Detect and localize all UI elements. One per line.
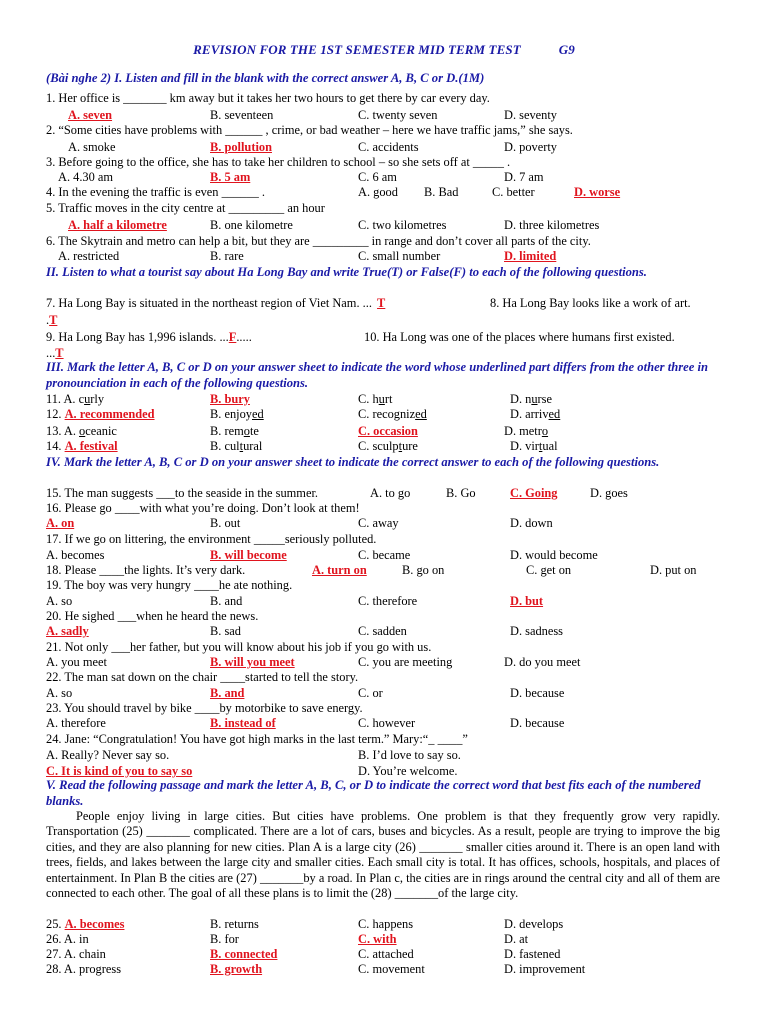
question-16: 16. Please go ____with what you’re doing. Don’t look at them!	[46, 501, 360, 515]
question-6	[46, 234, 726, 249]
question-3	[46, 155, 726, 170]
q13-option-c: C. occasion	[358, 424, 418, 438]
q27-option-c: C. attached	[358, 947, 414, 961]
passage-text: People enjoy living in large cities. But cities have problems. One problem is that they frequently grow very rapidly. Transportation (25) _______ complicated. There are a lot of cars, buses and bicycles. As a result, people are trying to improve the big cities, and they are also planning for new cities. Plan A is a large city (26) _______ smaller cities around it. There is an open land with trees, fields, and lakes between the large city and smaller cities. Each small city is total. It has offices, schools, hospitals, and places of entertainment. In Plan B the cities are (27) _______by a road. In Plan c, the cities are in rings around the central city and all of them are connected to each other. The goal of all these plans is to limit the (28) _______of the large city.	[46, 809, 720, 901]
question-23: 23. You should travel by bike ____by motorbike to save energy.	[46, 701, 363, 715]
question-7-8	[46, 296, 726, 311]
q23-option-d: D. because	[510, 716, 565, 730]
q27-option-a: 27. A. chain	[46, 947, 106, 961]
q13-option-a: 13. A. oceanic	[46, 424, 117, 438]
q24-option-d: D. You’re welcome.	[358, 764, 458, 778]
question-20: 20. He sighed ___when he heard the news.	[46, 609, 259, 623]
q1-option-d: D. seventy	[504, 108, 557, 122]
q4-option-c: C. better	[492, 185, 535, 199]
q8-stem: 8. Ha Long Bay looks like a work of art.	[490, 296, 691, 310]
q25-option-a: 25. A. becomes	[46, 917, 125, 931]
q15-option-d: D. goes	[590, 486, 628, 500]
q11-option-c: C. hurt	[358, 392, 393, 406]
q14-option-a: 14. A. festival	[46, 439, 118, 453]
q3-stem: 3. Before going to the office, she has to take her children to school – so she sets off at _____ .	[46, 155, 511, 169]
question-18: 18. Please ____the lights. It’s very dark. A. turn on B. go on C. get on D. put on	[46, 563, 697, 577]
q6-stem: 6. The Skytrain and metro can help a bit, but they are _________ in range and don’t cover all parts of the city.	[46, 234, 591, 248]
q17-option-b: B. will become	[210, 548, 287, 562]
q15-option-a: A. to go	[370, 486, 411, 500]
q5-option-c: C. two kilometres	[358, 218, 447, 232]
question-17: 17. If we go on littering, the environment _____seriously polluted.	[46, 532, 377, 546]
question-4	[46, 185, 726, 200]
q7-stem: 7. Ha Long Bay is situated in the northeast region of Viet Nam. ...	[46, 296, 376, 310]
section-5-heading: V. Read the following passage and mark the letter A, B, C, or D to indicate the correct word that best fits each of the numbered blanks.	[46, 778, 701, 808]
question-9-10	[46, 330, 726, 345]
q27-option-d: D. fastened	[504, 947, 561, 961]
q4-stem: 4. In the evening the traffic is even ______ .	[46, 185, 265, 199]
question-24: 24. Jane: “Congratulation! You have got high marks in the last term.” Mary:“_ ____”	[46, 732, 468, 746]
q15-option-b: B. Go	[446, 486, 476, 500]
q25-option-d: D. develops	[504, 917, 564, 931]
q18-option-a: A. turn on	[312, 563, 367, 577]
q23-option-b: B. instead of	[210, 716, 276, 730]
q4-option-d: D. worse	[574, 185, 621, 199]
question-21: 21. Not only ___her father, but you will know about his job if you go with us.	[46, 640, 432, 654]
q28-option-a: 28. A. progress	[46, 962, 122, 976]
q26-option-b: B. for	[210, 932, 239, 946]
q19-option-b: B. and	[210, 594, 243, 608]
q1-option-c: C. twenty seven	[358, 108, 438, 122]
q27-option-b: B. connected	[210, 947, 278, 961]
q5-option-d: D. three kilometres	[504, 218, 600, 232]
q23-option-c: C. however	[358, 716, 416, 730]
q2-option-c: C. accidents	[358, 140, 419, 154]
q22-option-c: C. or	[358, 686, 383, 700]
q22-option-a: A. so	[46, 686, 73, 700]
q5-option-a: A. half a kilometre	[68, 218, 167, 232]
q26-option-d: D. at	[504, 932, 529, 946]
q22-option-d: D. because	[510, 686, 565, 700]
q3-option-b: B. 5 am	[210, 170, 251, 184]
q28-option-b: B. growth	[210, 962, 263, 976]
q12-option-a: 12. A. recommended	[46, 407, 155, 421]
q9-dots: .....	[236, 330, 252, 344]
q14-option-d: D. virtual	[510, 439, 558, 453]
q21-option-d: D. do you meet	[504, 655, 581, 669]
q15-stem: 15. The man suggests ___to the seaside in the summer.	[46, 486, 318, 500]
q6-option-b: B. rare	[210, 249, 244, 263]
question-19: 19. The boy was very hungry ____he ate nothing.	[46, 578, 293, 592]
q3-option-c: C. 6 am	[358, 170, 397, 184]
q5-stem: 5. Traffic moves in the city centre at _________ an hour	[46, 201, 325, 215]
q17-option-c: C. became	[358, 548, 411, 562]
q9-stem: 9. Ha Long Bay has 1,996 islands. ...	[46, 330, 229, 344]
q28-option-d: D. improvement	[504, 962, 586, 976]
q2-stem: 2. “Some cities have problems with ______ , crime, or bad weather – here we have traffic jams,” she says.	[46, 123, 573, 137]
q17-option-a: A. becomes	[46, 548, 105, 562]
q23-option-a: A. therefore	[46, 716, 106, 730]
grade-label: G9	[558, 42, 575, 57]
q8-answer: T	[49, 313, 58, 327]
section-1-heading: (Bài nghe 2) I. Listen and fill in the blank with the correct answer A, B, C or D.(1M)	[46, 71, 485, 85]
q1-option-b: B. seventeen	[210, 108, 274, 122]
q3-option-d: D. 7 am	[504, 170, 544, 184]
q11-option-a: 11. A. curly	[46, 392, 105, 406]
question-22: 22. The man sat down on the chair ____started to tell the story.	[46, 670, 359, 684]
q6-option-c: C. small number	[358, 249, 441, 263]
q24-option-c: C. It is kind of you to say so	[46, 764, 193, 778]
q12-option-d: D. arrived	[510, 407, 561, 421]
q10-stem: 10. Ha Long was one of the places where humans first existed.	[364, 330, 675, 344]
q22-option-b: B. and	[210, 686, 245, 700]
q18-option-c: C. get on	[526, 563, 572, 577]
q6-option-a: A. restricted	[58, 249, 120, 263]
question-5	[46, 201, 726, 216]
q17-option-d: D. would become	[510, 548, 598, 562]
q24-option-b: B. I’d love to say so.	[358, 748, 461, 762]
q8-dots: .	[46, 313, 50, 327]
q18-option-d: D. put on	[650, 563, 697, 577]
q11-option-b: B. bury	[210, 392, 250, 406]
question-15	[46, 486, 726, 501]
q12-option-c: C. recognized	[358, 407, 427, 421]
q16-option-d: D. down	[510, 516, 553, 530]
q21-option-c: C. you are meeting	[358, 655, 453, 669]
q4-option-b: B. Bad	[424, 185, 459, 199]
q25-option-b: B. returns	[210, 917, 259, 931]
q18-option-b: B. go on	[402, 563, 445, 577]
q26-option-a: 26. A. in	[46, 932, 89, 946]
q2-option-b: B. pollution	[210, 140, 272, 154]
q7-answer: T	[377, 296, 386, 310]
q20-option-d: D. sadness	[510, 624, 563, 638]
q13-option-d: D. metro	[504, 424, 549, 438]
question-2	[46, 123, 726, 138]
q6-option-d: D. limited	[504, 249, 557, 263]
q19-option-c: C. therefore	[358, 594, 418, 608]
q28-option-c: C. movement	[358, 962, 425, 976]
q20-option-c: C. sadden	[358, 624, 407, 638]
title-text: REVISION FOR THE 1ST SEMESTER MID TERM TEST	[193, 42, 521, 57]
q1-option-a: A. seven	[68, 108, 113, 122]
q20-option-a: A. sadly	[46, 624, 89, 638]
q21-option-a: A. you meet	[46, 655, 107, 669]
q19-option-a: A. so	[46, 594, 73, 608]
q9-answer: F	[228, 330, 237, 344]
q14-option-c: C. sculpture	[358, 439, 418, 453]
q21-option-b: B. will you meet	[210, 655, 295, 669]
q24-option-a: A. Really? Never say so.	[46, 748, 170, 762]
q14-option-b: B. cultural	[210, 439, 263, 453]
q15-option-c: C. Going	[510, 486, 558, 500]
q10-answer-line	[46, 346, 726, 361]
question-1	[46, 91, 726, 106]
q10-answer: T	[55, 346, 64, 360]
page-title	[0, 42, 768, 58]
q10-dots: ...	[46, 346, 56, 360]
q3-option-a: A. 4.30 am	[58, 170, 114, 184]
q1-stem: 1. Her office is _______ km away but it takes her two hours to get there by car every day.	[46, 91, 490, 105]
q20-option-b: B. sad	[210, 624, 241, 638]
q16-option-b: B. out	[210, 516, 241, 530]
q12-option-b: B. enjoyed	[210, 407, 264, 421]
q2-option-a: A. smoke	[68, 140, 116, 154]
q16-option-c: C. away	[358, 516, 399, 530]
section-2-heading: II. Listen to what a tourist say about Ha Long Bay and write True(T) or False(F) to each of the following questions.	[46, 265, 647, 279]
q4-option-a: A. good	[358, 185, 398, 199]
q19-option-d: D. but	[510, 594, 544, 608]
section-4-heading: IV. Mark the letter A, B, C or D on your answer sheet to indicate the correct answer to each of the following questions.	[46, 455, 660, 469]
q8-answer-line	[46, 313, 726, 328]
q5-option-b: B. one kilometre	[210, 218, 293, 232]
q25-option-c: C. happens	[358, 917, 414, 931]
q16-option-a: A. on	[46, 516, 75, 530]
q11-option-d: D. nurse	[510, 392, 552, 406]
q2-option-d: D. poverty	[504, 140, 557, 154]
section-3-heading: III. Mark the letter A, B, C or D on your answer sheet to indicate the word whose underlined part differs from the other three in pronounciation in each of the following questions.	[46, 360, 708, 390]
q13-option-b: B. remote	[210, 424, 259, 438]
q26-option-c: C. with	[358, 932, 397, 946]
reading-passage	[46, 809, 720, 901]
